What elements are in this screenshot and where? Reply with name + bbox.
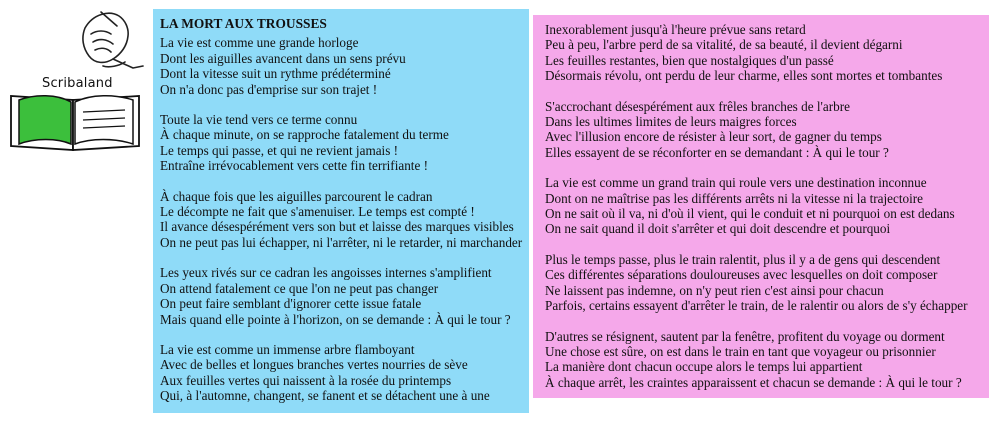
poem-line: On ne peut pas lui échapper, ni l'arrêter, ni le retarder, ni marchander (160, 234, 523, 250)
poem-line: Les feuilles restantes, bien que nostalgiques d'un passé (545, 52, 834, 68)
poem-line: Dont la vitesse suit un rythme prédéterminé (160, 66, 391, 82)
poem-line: Ne laissent pas indemne, on n'y peut rien c'est ainsi pour chacun (545, 282, 884, 298)
poem-line: S'accrochant désespérément aux frêles branches de l'arbre (545, 98, 850, 114)
stanza (545, 99, 989, 161)
poem-line: Avec l'illusion encore de résister à leur sort, de gagner du temps (545, 129, 882, 145)
poem-line: Dans les ultimes limites de leurs maigres forces (545, 114, 797, 130)
poem-left-column (153, 9, 529, 413)
stanza (160, 112, 529, 174)
poem-line: La vie est comme une grande horloge (160, 35, 359, 51)
poem-line: Plus le temps passe, plus le train ralentit, plus il y a de gens qui descendent (545, 251, 941, 267)
poem-line: D'autres se résignent, sautent par la fenêtre, profitent du voyage ou dorment (545, 328, 945, 344)
poem-line: Dont les aiguilles avancent dans un sens prévu (160, 50, 406, 66)
poem-line: Avec de belles et longues branches vertes nourries de sève (160, 357, 468, 373)
poem-line: On ne sait où il va, ni d'où il vient, qui le conduit et ni pourquoi on est dedans (545, 206, 955, 222)
stanza (545, 175, 989, 237)
stanza (545, 252, 989, 314)
poem-line: Inexorablement jusqu'à l'heure prévue sans retard (545, 22, 806, 37)
poem-line: Dont on ne maîtrise pas les différents arrêts ni la vitesse ni la trajectoire (545, 190, 924, 206)
poem-line: Peu à peu, l'arbre perd de sa vitalité, de sa beauté, il devient dégarni (545, 37, 903, 53)
poem-line: Il avance désespérément vers son but et laisse des marques visibles (160, 219, 514, 235)
poem-line: Le temps qui passe, et qui ne revient jamais ! (160, 142, 399, 158)
poem-line: La vie est comme un immense arbre flamboyant (160, 341, 415, 357)
poem-title: LA MORT AUX TROUSSES (160, 16, 327, 31)
poem-line: À chaque fois que les aiguilles parcourent le cadran (160, 188, 433, 204)
poem-line: On peut faire semblant d'ignorer cette issue fatale (160, 296, 422, 312)
poem-line: Désormais révolu, ont perdu de leur charme, elles sont mortes et tombantes (545, 68, 943, 84)
stanza (545, 22, 989, 84)
poem-line: Entraîne irrévocablement vers cette fin terrifiante ! (160, 158, 429, 174)
poem-line: Aux feuilles vertes qui naissent à la rosée du printemps (160, 372, 452, 388)
stanza (160, 342, 529, 404)
poem-line: On ne sait quand il doit s'arrêter et qui doit descendre et pourquoi (545, 221, 891, 237)
poem-line: On attend fatalement ce que l'on ne peut pas changer (160, 280, 439, 296)
right-stanzas (545, 22, 989, 390)
poem-line: On n'a donc pas d'emprise sur son trajet ! (160, 81, 378, 97)
poem-line: Les yeux rivés sur ce cadran les angoisses internes s'amplifient (160, 265, 492, 281)
logo-text: Scribaland (42, 76, 113, 91)
poem-line: La manière dont chacun occupe alors le temps lui appartient (545, 359, 863, 375)
poem-line: À chaque minute, on se rapproche fatalement du terme (160, 127, 449, 143)
stanza (160, 35, 529, 97)
poem-right-column (533, 15, 989, 398)
poem-line: Mais quand elle pointe à l'horizon, on se demande : À qui le tour ? (160, 311, 511, 327)
left-stanzas (160, 35, 529, 403)
poem-line: À chaque arrêt, les craintes apparaissent et chacun se demande : À qui le tour ? (545, 374, 962, 390)
poem-line: La vie est comme un grand train qui roule vers une destination inconnue (545, 175, 927, 191)
poem-line: Parfois, certains essayent d'arrêter le train, de le ralentir ou alors de s'y échapper (545, 298, 968, 314)
poem-line: Une chose est sûre, on est dans le train en tant que voyageur ou prisonnier (545, 343, 936, 359)
scribaland-logo (5, 4, 150, 154)
poem-line: Le décompte ne fait que s'amenuiser. Le temps est compté ! (160, 204, 475, 220)
poem-line: Ces différentes séparations douloureuses avec lesquelles on doit composer (545, 267, 938, 283)
stanza (160, 265, 529, 327)
poem-line: Toute la vie tend vers ce terme connu (160, 112, 358, 128)
stanza (160, 189, 529, 251)
poem-line: Elles essayent de se réconforter en se demandant : À qui le tour ? (545, 144, 889, 160)
poem-line: Qui, à l'automne, changent, se fanent et se détachent une à une (160, 388, 490, 404)
stanza (545, 329, 989, 391)
